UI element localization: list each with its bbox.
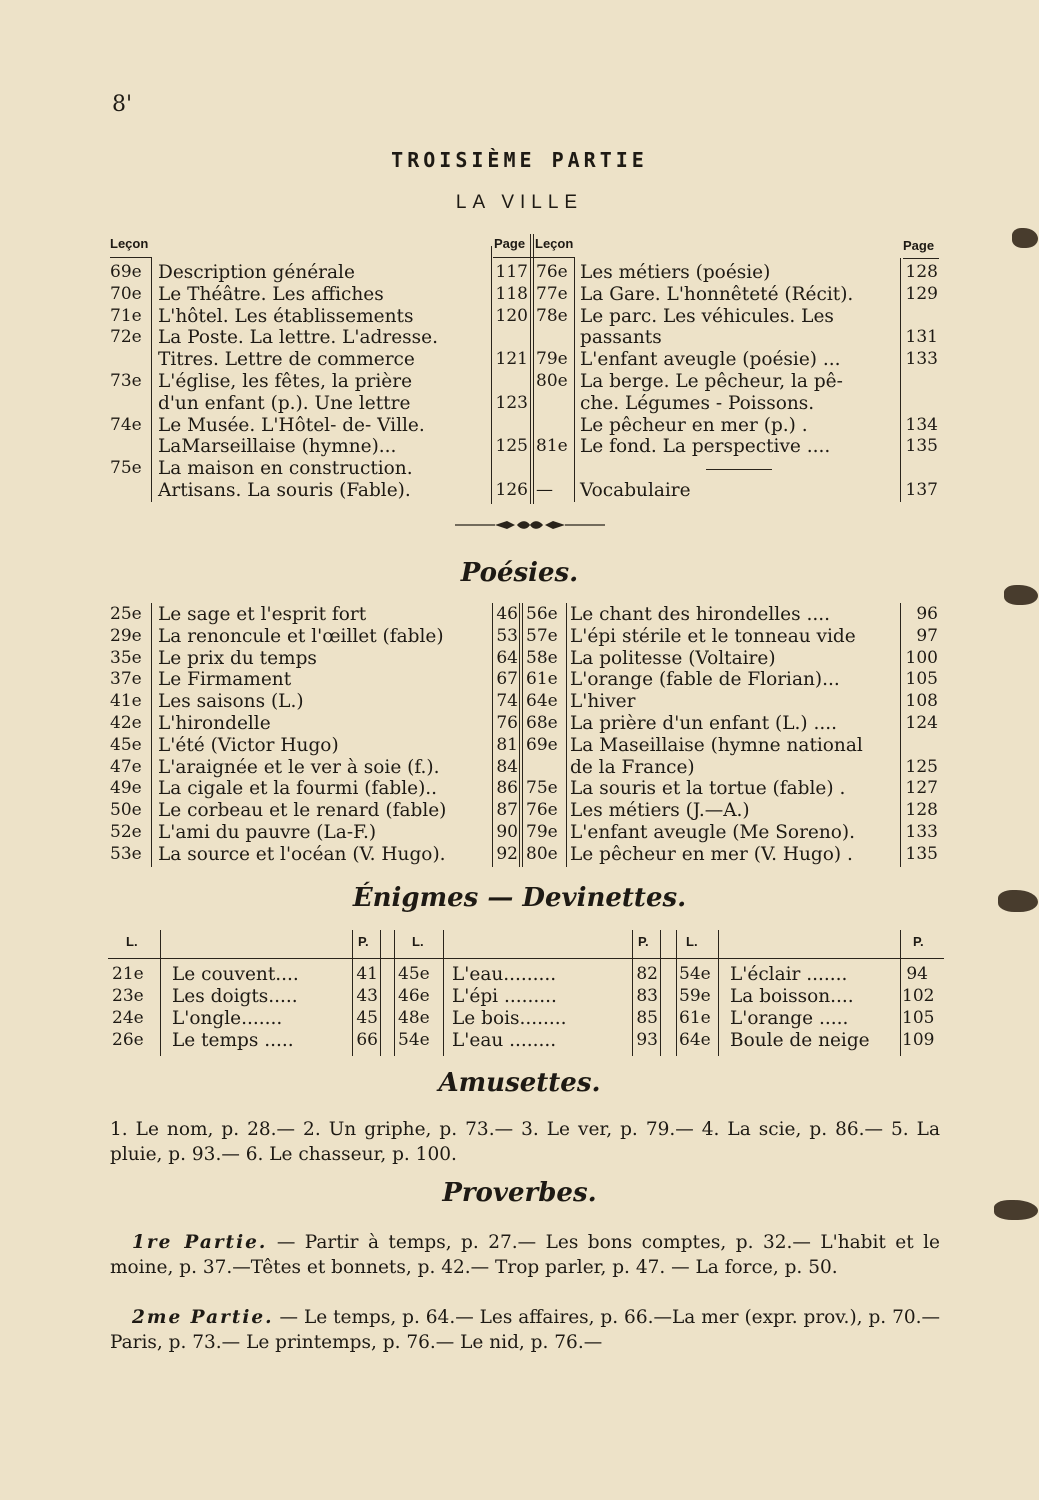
entry-title: L'orange (fable de Florian)...: [570, 669, 840, 691]
entry-title: L'eau ........: [452, 1030, 557, 1051]
column-rule: [718, 930, 719, 1056]
entry-title: L'eau.........: [452, 964, 557, 985]
page-number: 137: [905, 480, 938, 500]
entry-title: Vocabulaire: [580, 480, 691, 501]
lesson-number: 69e: [526, 734, 558, 755]
lesson-number: 50e: [110, 800, 142, 821]
page-number: 90: [496, 822, 518, 842]
header-p: P.: [358, 934, 369, 949]
lesson-number: 26e: [112, 1030, 144, 1050]
lesson-number: 37e: [110, 669, 142, 690]
entry-title: Le fond. La perspective ....: [580, 436, 831, 458]
entry-title: L'église, les fêtes, la prière: [158, 371, 413, 392]
entry-title: Boule de neige: [730, 1030, 870, 1051]
entry-title: Le bois........: [452, 1008, 567, 1029]
page-damage: [994, 1200, 1038, 1220]
entry-title: Description générale: [158, 262, 355, 283]
entry-title: L'été (Victor Hugo): [158, 734, 339, 756]
column-rule: [380, 930, 381, 1056]
lesson-number: 73e: [110, 371, 142, 391]
entry-title: LaMarseillaise (hymne)...: [158, 436, 397, 458]
rule: [903, 258, 939, 259]
page-number: 64: [496, 647, 518, 668]
entry-title: Le pêcheur en mer (p.) .: [580, 414, 808, 436]
lesson-number: 79e: [526, 822, 558, 842]
lesson-number: 52e: [110, 822, 142, 842]
lesson-number: 68e: [526, 713, 558, 733]
entry-title: Le Théâtre. Les affiches: [158, 283, 384, 305]
page-number: 120: [495, 305, 528, 326]
page-number: 128: [905, 262, 938, 282]
lesson-number: 75e: [110, 458, 142, 479]
lesson-number: 29e: [110, 625, 142, 646]
header-lecon-right: Leçon: [535, 236, 574, 251]
header-l: L.: [412, 934, 424, 949]
lesson-number: 58e: [526, 647, 558, 668]
part-title: TROISIÈME PARTIE: [391, 148, 648, 172]
page-number: 135: [905, 436, 938, 457]
amusettes-text: 1. Le nom, p. 28.— 2. Un griphe, p. 73.— 3. Le ver, p. 79.— 4. La scie, p. 86.— 5. La pluie, p. 93.— 6. Le chasseur, p. 100.: [110, 1119, 940, 1165]
lesson-number: 76e: [536, 262, 568, 282]
page-number: 133: [905, 349, 938, 370]
entry-title: La source et l'océan (V. Hugo).: [158, 843, 446, 865]
entry-title: L'hiver: [570, 691, 636, 713]
part-1-text: — Partir à temps, p. 27.— Les bons comptes, p. 32.— L'habit et le moine, p. 37.—Têtes et bonnets, p. 42.— Trop parler, p. 47. — La force, p. 50.: [110, 1232, 941, 1278]
entry-title: La Gare. L'honnêteté (Récit).: [580, 283, 854, 305]
page-number: 82: [636, 964, 658, 984]
entry-title: La Poste. La lettre. L'adresse.: [158, 327, 439, 349]
lesson-number: 54e: [398, 1030, 430, 1050]
page-number: 46: [496, 604, 518, 624]
header-lecon: Leçon: [110, 236, 149, 251]
entry-title: Le prix du temps: [158, 647, 317, 669]
column-rule: [443, 930, 444, 1056]
column-rule: [151, 258, 152, 502]
amusettes-title: Amusettes.: [438, 1068, 601, 1098]
lesson-number: 75e: [526, 778, 558, 799]
entry-title: La prière d'un enfant (L.) ....: [570, 713, 838, 734]
entry-title: L'hôtel. Les établissements: [158, 305, 414, 327]
lesson-number: 81e: [536, 436, 568, 457]
lesson-number: 45e: [398, 964, 430, 984]
page-number: 121: [495, 349, 528, 370]
lesson-number: 78e: [536, 305, 568, 326]
page-number: 105: [902, 1008, 935, 1028]
page-number: 102: [902, 986, 935, 1006]
lesson-number: 47e: [110, 756, 142, 777]
part-2-text: — Le temps, p. 64.— Les affaires, p. 66.—La mer (expr. prov.), p. 70.— Paris, p. 73.— Le printemps, p. 76.— Le nid, p. 76.—: [110, 1307, 940, 1353]
lesson-number: 61e: [526, 669, 558, 690]
page-damage: [998, 890, 1038, 912]
lesson-number: 56e: [526, 604, 558, 624]
lesson-number: 74e: [110, 414, 142, 435]
page-number: 81: [496, 734, 518, 755]
entry-title: L'orange .....: [730, 1008, 849, 1029]
page-number: 108: [905, 691, 938, 712]
column-rule: [574, 258, 575, 502]
page-number: 45: [356, 1008, 378, 1028]
page-number: 125: [905, 756, 938, 777]
page-number: 125: [495, 436, 528, 457]
page-damage: [1012, 228, 1038, 248]
proverbes-part-2: [110, 1305, 940, 1355]
lesson-number: 49e: [110, 778, 142, 799]
entry-title: La boisson....: [730, 986, 854, 1007]
entry-title: Le Firmament: [158, 669, 292, 691]
page-number: 94: [906, 964, 928, 984]
entry-title: La berge. Le pêcheur, la pê-: [580, 371, 843, 392]
lesson-number: 80e: [526, 843, 558, 864]
lesson-number: 23e: [112, 986, 144, 1006]
lesson-number: 69e: [110, 262, 142, 282]
entry-title: Artisans. La souris (Fable).: [158, 480, 411, 501]
page-number: 127: [905, 778, 938, 799]
lesson-number: 80e: [536, 371, 568, 391]
entry-title: Le temps .....: [172, 1030, 294, 1051]
section-title: LA VILLE: [455, 192, 584, 213]
lesson-number: 53e: [110, 843, 142, 864]
rule: [706, 469, 772, 470]
entry-title: Le chant des hirondelles ....: [570, 604, 831, 625]
entry-title: La Maseillaise (hymne national: [570, 734, 863, 756]
column-rule: [394, 930, 395, 1056]
page-number: 93: [636, 1030, 658, 1050]
page-number: 129: [905, 283, 938, 304]
enigmes-title: Énigmes — Devinettes.: [352, 883, 687, 913]
entry-title: L'ongle.......: [172, 1008, 283, 1029]
page-number: 109: [902, 1030, 935, 1050]
page-number: 43: [356, 986, 378, 1006]
page-number: 97: [916, 625, 938, 646]
lesson-number: 57e: [526, 625, 558, 646]
entry-title: L'enfant aveugle (Me Soreno).: [570, 822, 856, 843]
ornament-divider-icon: [455, 518, 605, 532]
entry-title: Le pêcheur en mer (V. Hugo) .: [570, 843, 853, 865]
column-rule: [533, 234, 534, 504]
page-number: 41: [356, 964, 378, 984]
column-rule: [160, 930, 161, 1056]
entry-title: Le sage et l'esprit fort: [158, 604, 367, 625]
page-number: 133: [905, 822, 938, 842]
page-number: 117: [495, 262, 528, 282]
header-p: P.: [913, 934, 924, 949]
page-number: 76: [496, 713, 518, 733]
page-number: 66: [356, 1030, 378, 1050]
page-number: 134: [905, 414, 938, 435]
page-number: 92: [496, 843, 518, 864]
lesson-number: 70e: [110, 283, 142, 304]
entry-title: Les saisons (L.): [158, 691, 304, 713]
lesson-number: 21e: [112, 964, 144, 984]
page-number: 123: [495, 392, 528, 413]
page-number: 87: [496, 800, 518, 821]
entry-title: L'épi stérile et le tonneau vide: [570, 625, 856, 647]
page-damage: [1004, 585, 1038, 605]
column-rule: [900, 603, 901, 867]
lesson-number: 76e: [526, 800, 558, 821]
lesson-number: 77e: [536, 283, 568, 304]
entry-title: che. Légumes - Poissons.: [580, 392, 815, 414]
entry-title: Les métiers (J.—A.): [570, 800, 750, 822]
page-number: 96: [916, 604, 938, 624]
column-rule: [566, 603, 567, 867]
lesson-number: 59e: [679, 986, 711, 1006]
column-rule: [151, 603, 152, 867]
page-number: 128: [905, 800, 938, 821]
lesson-number: 41e: [110, 691, 142, 712]
column-rule: [676, 930, 677, 1056]
entry-title: Le corbeau et le renard (fable): [158, 800, 447, 822]
entry-title: L'hirondelle: [158, 713, 271, 734]
page-number: 126: [495, 480, 528, 500]
lesson-number: —: [536, 480, 553, 500]
header-l: L.: [686, 934, 698, 949]
page-number: 67: [496, 669, 518, 690]
lesson-number: 79e: [536, 349, 568, 370]
lesson-number: 24e: [112, 1008, 144, 1028]
entry-title: passants: [580, 327, 662, 349]
column-rule: [660, 930, 661, 1056]
lesson-number: 64e: [526, 691, 558, 712]
entry-title: d'un enfant (p.). Une lettre: [158, 392, 411, 414]
poesies-title: Poésies.: [460, 558, 579, 588]
header-p: P.: [638, 934, 649, 949]
column-rule: [900, 930, 901, 1056]
part-2-label: 2me Partie.: [132, 1307, 274, 1328]
rule: [493, 257, 575, 258]
entry-title: La maison en construction.: [158, 458, 413, 480]
page-number: 100: [905, 647, 938, 668]
entry-title: La politesse (Voltaire): [570, 647, 776, 669]
entry-title: Titres. Lettre de commerce: [158, 349, 415, 371]
lesson-number: 35e: [110, 647, 142, 668]
entry-title: L'éclair .......: [730, 964, 848, 985]
proverbes-title: Proverbes.: [442, 1178, 597, 1208]
lesson-number: 72e: [110, 327, 142, 348]
lesson-number: 61e: [679, 1008, 711, 1028]
rule: [110, 257, 152, 258]
entry-title: Le parc. Les véhicules. Les: [580, 305, 834, 327]
page-number: 84: [496, 756, 518, 777]
page-number: 86: [496, 778, 518, 799]
rule: [108, 958, 944, 959]
page-number: 135: [905, 843, 938, 864]
column-rule: [519, 603, 520, 867]
entry-title: L'ami du pauvre (La-F.): [158, 822, 377, 843]
entry-title: Les doigts.....: [172, 986, 298, 1007]
entry-title: Le couvent....: [172, 964, 299, 985]
lesson-number: 54e: [679, 964, 711, 984]
lesson-number: 25e: [110, 604, 142, 624]
part-1-label: 1re Partie.: [132, 1232, 268, 1253]
proverbes-part-1: [110, 1230, 940, 1280]
lesson-number: 64e: [679, 1030, 711, 1050]
lesson-number: 45e: [110, 734, 142, 755]
entry-title: La cigale et la fourmi (fable)..: [158, 778, 438, 800]
entry-title: La renoncule et l'œillet (fable): [158, 625, 444, 647]
entry-title: L'enfant aveugle (poésie) ...: [580, 349, 841, 371]
entry-title: La souris et la tortue (fable) .: [570, 778, 846, 800]
page-folio: 8': [112, 92, 133, 117]
entry-title: Le Musée. L'Hôtel- de- Ville.: [158, 414, 425, 436]
page-number: 131: [905, 327, 938, 348]
column-rule: [492, 603, 493, 867]
entry-title: L'araignée et le ver à soie (f.).: [158, 756, 440, 778]
header-page: Page: [494, 236, 526, 251]
page-number: 53: [496, 625, 518, 646]
column-rule: [900, 258, 901, 502]
page-number: 85: [636, 1008, 658, 1028]
header-l: L.: [126, 934, 138, 949]
page-number: 124: [905, 713, 938, 733]
column-rule: [522, 603, 523, 867]
lesson-number: 71e: [110, 305, 142, 326]
entry-title: Les métiers (poésie): [580, 262, 771, 283]
lesson-number: 48e: [398, 1008, 430, 1028]
page-number: 83: [636, 986, 658, 1006]
entry-title: de la France): [570, 756, 695, 778]
header-page-right: Page: [903, 238, 935, 253]
page-number: 74: [496, 691, 518, 712]
lesson-number: 46e: [398, 986, 430, 1006]
column-rule: [530, 234, 531, 504]
entry-title: L'épi .........: [452, 986, 557, 1007]
page-number: 105: [905, 669, 938, 690]
lesson-number: 42e: [110, 713, 142, 733]
page-number: 118: [495, 283, 528, 304]
